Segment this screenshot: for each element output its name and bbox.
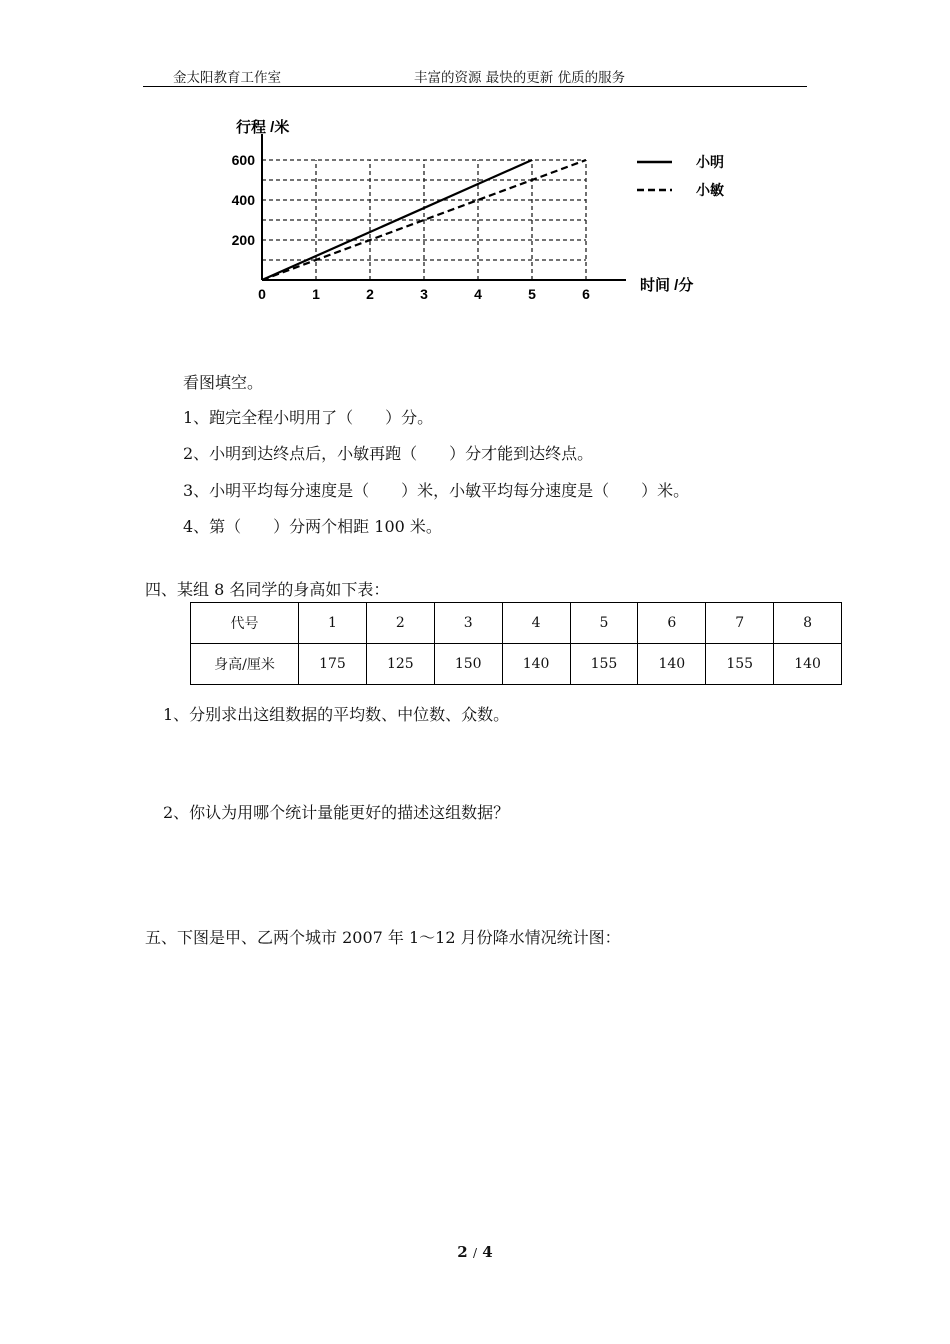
table-cell: 3 <box>434 603 502 644</box>
x-tick-label: 0 <box>258 286 266 302</box>
series-line-0 <box>262 160 532 280</box>
table-cell: 140 <box>774 644 842 685</box>
y-tick-label: 400 <box>231 192 255 208</box>
section-4-title: 四、某组 8 名同学的身高如下表： <box>145 580 390 599</box>
current-page: 2 <box>457 1243 468 1261</box>
x-tick-label: 1 <box>312 286 320 302</box>
section-5-title: 五、下图是甲、乙两个城市 2007 年 1～12 月份降水情况统计图： <box>145 928 621 947</box>
section-4-question-2: 2、你认为用哪个统计量能更好的描述这组数据？ <box>163 803 510 822</box>
table-cell: 6 <box>638 603 706 644</box>
table-cell: 8 <box>774 603 842 644</box>
chart-grid <box>262 160 586 280</box>
question-2: 2、小明到达终点后，小敏再跑（ ）分才能到达终点。 <box>183 444 594 463</box>
page-separator: / <box>472 1246 478 1260</box>
x-axis-label: 时间 /分 <box>640 277 694 294</box>
table-cell: 175 <box>299 644 367 685</box>
y-axis-label: 行程 /米 <box>236 119 290 136</box>
page-header <box>143 62 807 87</box>
y-tick-label: 200 <box>231 232 255 248</box>
legend-label: 小明 <box>696 154 724 170</box>
distance-time-chart <box>222 108 742 308</box>
question-3: 3、小明平均每分速度是（ ）米，小敏平均每分速度是（ ）米。 <box>183 481 690 500</box>
table-cell: 150 <box>434 644 502 685</box>
chart-tick-labels <box>232 118 694 302</box>
fill-in-intro: 看图填空。 <box>183 373 264 392</box>
height-table <box>190 602 842 685</box>
chart-legend <box>637 154 724 198</box>
table-cell: 4 <box>502 603 570 644</box>
table-cell: 7 <box>706 603 774 644</box>
question-1: 1、跑完全程小明用了（ ）分。 <box>183 408 434 427</box>
section-4-question-1: 1、分别求出这组数据的平均数、中位数、众数。 <box>163 705 510 724</box>
table-row <box>191 603 842 644</box>
table-header-cell: 代号 <box>191 603 299 644</box>
x-tick-label: 6 <box>582 286 590 302</box>
table-header-cell: 身高/厘米 <box>191 644 299 685</box>
table-cell: 1 <box>299 603 367 644</box>
table-cell: 2 <box>366 603 434 644</box>
total-pages: 4 <box>482 1243 493 1261</box>
x-tick-label: 5 <box>528 286 536 302</box>
table-cell: 155 <box>570 644 638 685</box>
x-tick-label: 4 <box>474 286 482 302</box>
table-cell: 140 <box>638 644 706 685</box>
x-tick-label: 3 <box>420 286 428 302</box>
table-cell: 125 <box>366 644 434 685</box>
table-cell: 155 <box>706 644 774 685</box>
table-cell: 5 <box>570 603 638 644</box>
header-left-text: 金太阳教育工作室 <box>173 70 281 86</box>
x-tick-label: 2 <box>366 286 374 302</box>
question-4: 4、第（ ）分两个相距 100 米。 <box>183 517 442 536</box>
y-tick-label: 600 <box>231 152 255 168</box>
header-right-text: 丰富的资源 最快的更新 优质的服务 <box>414 70 626 86</box>
table-row <box>191 644 842 685</box>
legend-label: 小敏 <box>696 182 724 198</box>
table-cell: 140 <box>502 644 570 685</box>
page-number <box>0 1243 950 1261</box>
